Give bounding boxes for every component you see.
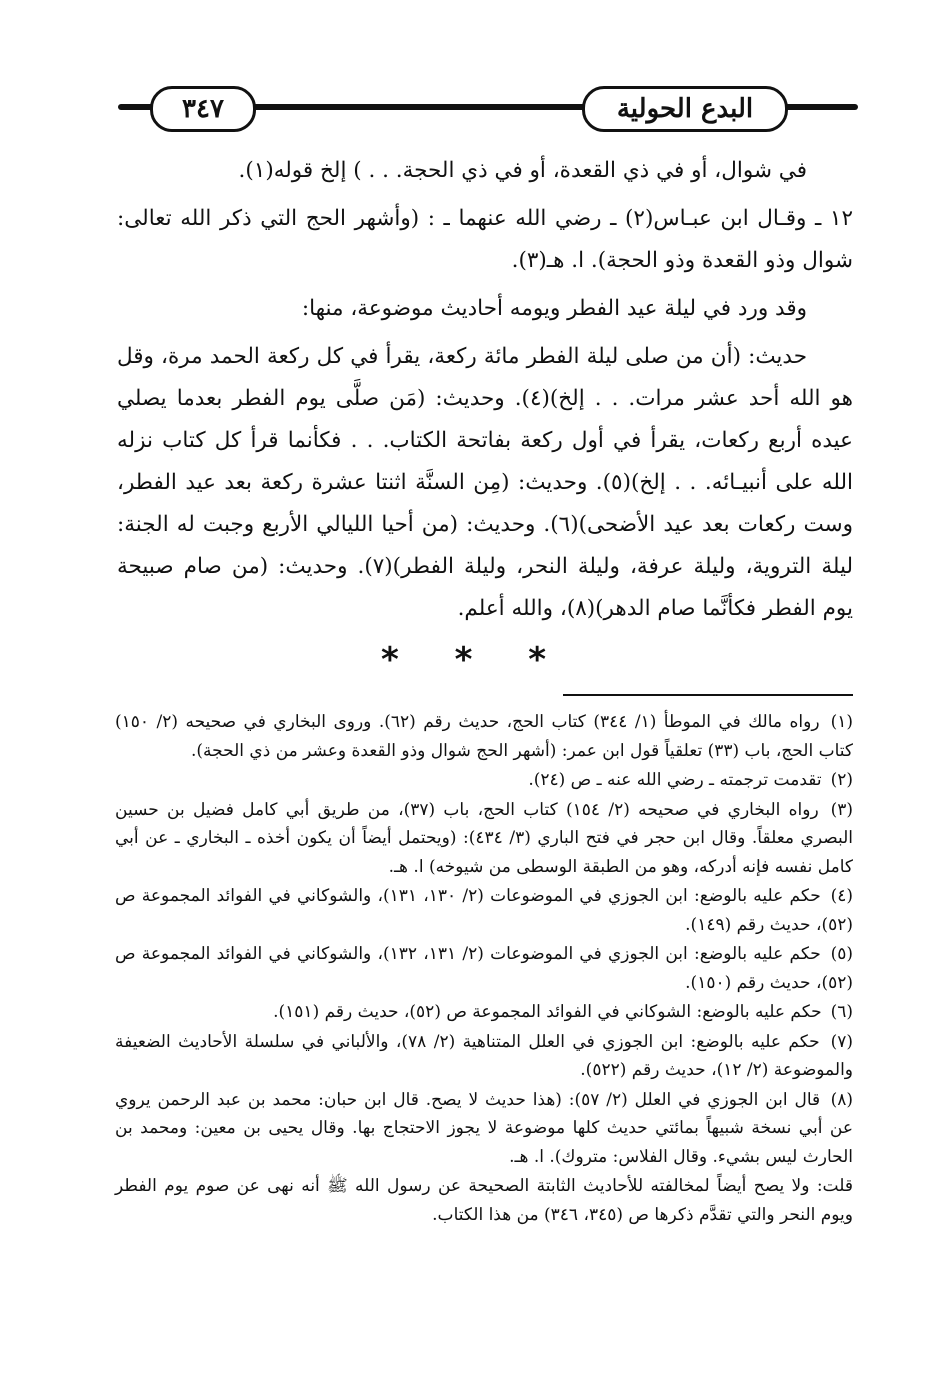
footnote-8 <box>115 1086 853 1172</box>
main-text <box>117 150 853 630</box>
running-header <box>118 82 858 138</box>
footnote-number: (١) <box>830 712 853 732</box>
footnote-rule <box>563 694 853 696</box>
footnote-6 <box>115 998 853 1027</box>
footnote-number: (٨) <box>830 1089 854 1110</box>
footnote-4 <box>115 882 853 939</box>
footnote-1 <box>115 708 853 765</box>
footnote-2 <box>115 766 853 795</box>
footnote-text: قال ابن الجوزي في العلل (٢/ ٥٧): (هذا حديث لا يصح. قال ابن حبان: محمد بن عبد الرحمن يروي عن أبي نسخة شبيهاً بمائتي حديث كلها موضوعة لا يجوز الاحتجاج بها. وقال يحيى بن معين: ومحمد بن الحارث ليس بشيء. وقال الفلاس: متروك). ا. هـ. <box>115 1089 853 1167</box>
footnote-number: (٦) <box>830 1002 853 1022</box>
footnote-text: حكم عليه بالوضع: ابن الجوزي في العلل المتناهية (٢/ ٧٨)، والألباني في سلسلة الأحاديث الضعيفة والموضوعة (٢/ ١٢)، حديث رقم (٥٢٢). <box>115 1031 853 1080</box>
footnote-text: رواه البخاري في صحيحه (٢/ ١٥٤) كتاب الحج، باب (٣٧)، من طريق أبي كامل فضيل بن حسين البصري معلقاً. وقال ابن حجر في فتح الباري (٣/ ٤٣٤): (ويحتمل أيضاً أن يكون أخذه ـ البخاري ـ عن أبي كامل نفسه فإنه أدركه، وهو من الطبقة الوسطى من شيوخه) ا. هـ. <box>115 799 853 877</box>
paragraph-1: في شوال، أو في ذي القعدة، أو في ذي الحجة. . . ) إلخ قوله(١). <box>238 158 807 183</box>
footnote-7 <box>115 1028 853 1085</box>
footnote-text: حكم عليه بالوضع: ابن الجوزي في الموضوعات (٢/ ١٣١، ١٣٢)، والشوكاني في الفوائد المجموعة ص (٥٢)، حديث رقم (١٥٠). <box>115 944 853 993</box>
footnote-text: رواه مالك في الموطأ (١/ ٣٤٤) كتاب الحج، حديث رقم (٦٢). وروى البخاري في صحيحه (٢/ ١٥٠) كتاب الحج، باب (٣٣) تعلقياً قول ابن عمر: (أشهر الحج شوال وذو القعدة وعشر من ذي الحجة). <box>115 712 853 761</box>
footnote-number: (٥) <box>830 944 853 964</box>
footnotes <box>115 708 853 1230</box>
page-number: ٣٤٧ <box>150 86 256 132</box>
footnote-number: (٧) <box>830 1031 854 1052</box>
section-separator: * * * <box>380 640 568 680</box>
footnote-text: حكم عليه بالوضع: الشوكاني في الفوائد المجموعة ص (٥٢)، حديث رقم (١٥١). <box>273 1002 822 1022</box>
paragraph-3: وقد ورد في ليلة عيد الفطر ويومه أحاديث موضوعة، منها: <box>301 296 807 321</box>
footnote-text: حكم عليه بالوضع: ابن الجوزي في الموضوعات (٢/ ١٣٠، ١٣١)، والشوكاني في الفوائد المجموعة ص (٥٢)، حديث رقم (١٤٩). <box>115 886 853 935</box>
paragraph-4: حديث: (أن من صلى ليلة الفطر مائة ركعة، يقرأ في كل ركعة الحمد مرة، وقل هو الله أحد عشر مرات. . . إلخ)(٤). وحديث: (مَن صلَّى يوم الفطر بعدما يصلي عيده أربع ركعات، يقرأ في أول ركعة بفاتحة الكتاب. . . فكأنما قرأ كل كتاب نزله الله على أنبيـائه. . . إلخ)(٥). وحديث: (مِن السنَّة اثنتا عشرة ركعة بعد عيد الفطر، وست ركعات بعد عيد الأضحى)(٦). وحديث: (من أحيا الليالي الأربع وجبت له الجنة: ليلة التروية، وليلة عرفة، وليلة النحر، وليلة الفطر)(٧). وحديث: (من صام صبيحة يوم الفطر فكأنَّما صام الدهر)(٨)، والله أعلم. <box>117 344 853 621</box>
footnote-8-continuation: قلت: ولا يصح أيضاً لمخالفته للأحاديث الثابتة الصحيحة عن رسول الله ﷺ أنه نهى عن صوم يوم الفطر ويوم النحر والتي تقدَّم ذكرها ص (٣٤٥، ٣٤٦) من هذا الكتاب. <box>115 1176 853 1225</box>
footnote-text: تقدمت ترجمته ـ رضي الله عنه ـ ص (٢٤). <box>528 770 822 790</box>
footnote-3 <box>115 796 853 882</box>
footnote-number: (٣) <box>830 799 854 820</box>
footnote-number: (٤) <box>830 886 853 906</box>
paragraph-2: ١٢ ـ وقـال ابن عبـاس(٢) ـ رضي الله عنهما ـ : (وأشهر الحج التي ذكر الله تعالى: شوال وذو القعدة وذو الحجة). ا. هـ(٣). <box>117 206 853 273</box>
footnote-number: (٢) <box>830 770 853 790</box>
chapter-title: البدع الحولية <box>582 86 788 132</box>
footnote-5 <box>115 940 853 997</box>
